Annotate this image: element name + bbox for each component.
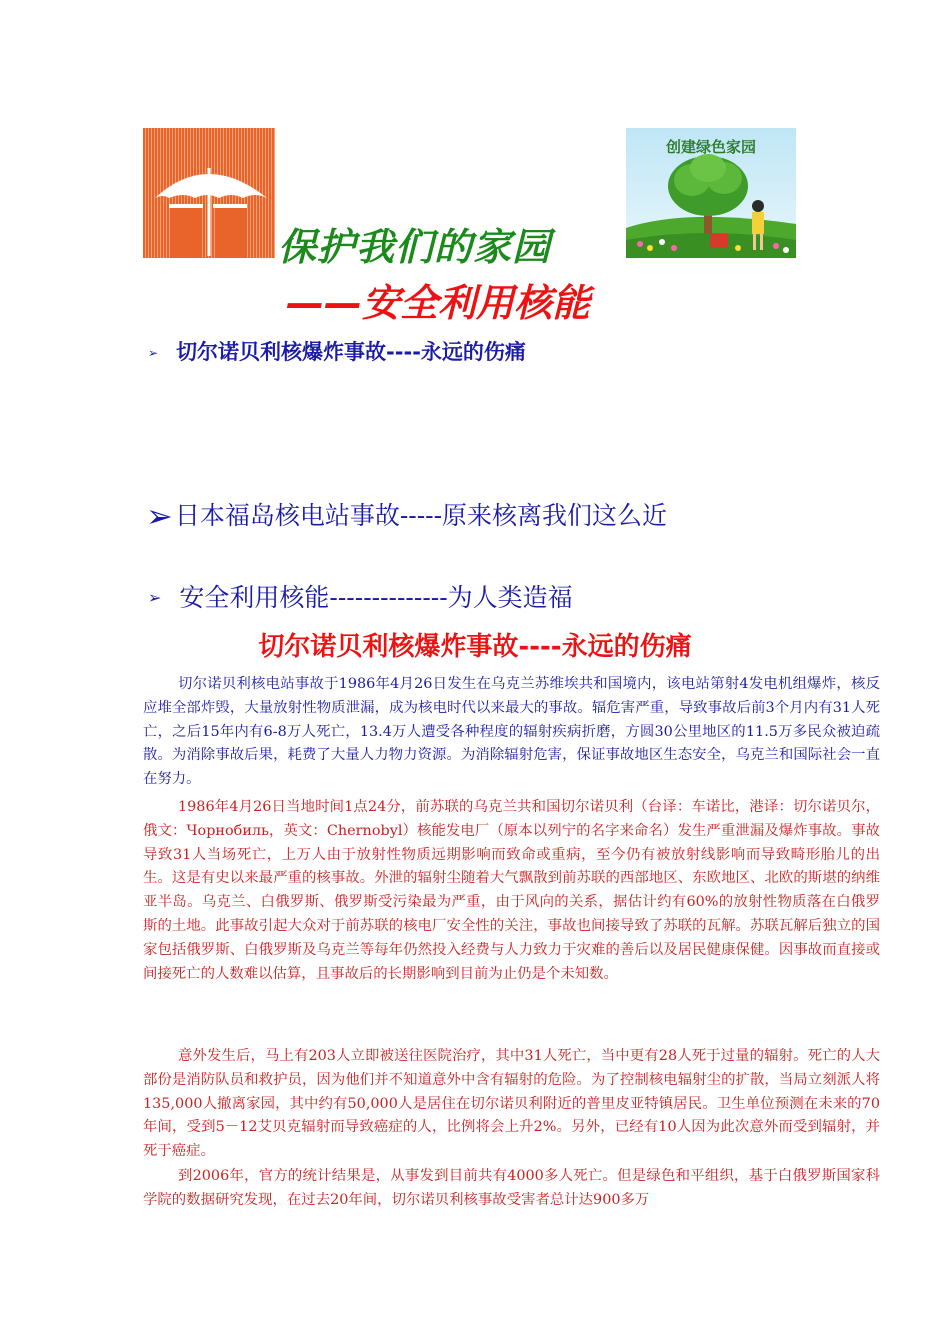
- umbrella-logo-icon: [143, 128, 275, 258]
- bullet-text: 安全利用核能--------------为人类造福: [179, 583, 573, 612]
- arrow-bullet-icon: ➢: [146, 497, 173, 535]
- garden-tree-image: [626, 128, 796, 258]
- paragraph: 意外发生后，马上有203人立即被送往医院治疗，其中31人死亡，当中更有28人死于过量的辐射。死亡的人大部份是消防队员和救护员，因为他们并不知道意外中含有辐射的危险。为了控制核电辐射尘的扩散，当局立刻派人将135,000人撤离家园，其中约有50,000人是居住在切尔诺贝利附近的普里皮亚特镇居民。卫生单位预测在未来的70年间，受到5－12艾贝克辐射而导致癌症的人，比例将会上升2%。另外，已经有10人因为此次意外而受到辐射，并死于癌症。: [143, 1048, 880, 1160]
- section-title: 切尔诺贝利核爆炸事故----永远的伤痛: [258, 632, 692, 662]
- paragraph: 1986年4月26日当地时间1点24分，前苏联的乌克兰共和国切尔诺贝利（台译：车诺比，港译：切尔诺贝尔，俄文：Чорнобиль，英文：Chernobyl）核能发电厂（原本以列宁的名字来命名）发生严重泄漏及爆炸事故。事故导致31人当场死亡，上万人由于放射性物质远期影响而致命或重病，至今仍有被放射线影响而导致畸形胎儿的出生。这是有史以来最严重的核事故。外泄的辐射尘随着大气飘散到前苏联的西部地区、东欧地区、北欧的斯堪的纳维亚半岛。乌克兰、白俄罗斯、俄罗斯受污染最为严重，由于风向的关系，据估计约有60%的放射性物质落在白俄罗斯的土地。此事故引起大众对于前苏联的核电厂安全性的关注，事故也间接导致了苏联的瓦解。苏联瓦解后独立的国家包括俄罗斯、白俄罗斯及乌克兰等每年仍然投入经费与人力致力于灾难的善后以及居民健康保健。因事故而直接或间接死亡的人数难以估算，且事故后的长期影响到目前为止仍是个未知数。: [143, 799, 880, 982]
- garden-image-text: 创建绿色家园: [665, 138, 757, 156]
- arrow-bullet-icon: ➢: [148, 346, 159, 360]
- paragraph: 到2006年，官方的统计结果是，从事发到目前共有4000多人死亡。但是绿色和平组织，基于白俄罗斯国家科学院的数据研究发现，在过去20年间，切尔诺贝利核事故受害者总计达900多万: [143, 1168, 880, 1208]
- bullet-safe-use: [148, 578, 573, 614]
- page-title: 保护我们的家园: [278, 225, 552, 269]
- arrow-bullet-icon: ➢: [148, 588, 162, 607]
- bullet-text: 日本福岛核电站事故-----原来核离我们这么近: [174, 501, 668, 530]
- bullet-chernobyl: [148, 336, 526, 366]
- page-subtitle: ——安全利用核能: [286, 281, 591, 325]
- bullet-fukushima: [146, 496, 667, 535]
- bullet-text: 切尔诺贝利核爆炸事故----永远的伤痛: [176, 340, 526, 364]
- paragraph: 切尔诺贝利核电站事故于1986年4月26日发生在乌克兰苏维埃共和国境内，该电站第射4发电机组爆炸，核反应堆全部炸毁，大量放射性物质泄漏，成为核电时代以来最大的事故。辐危害严重，导致事故后前3个月内有31人死亡，之后15年内有6-8万人死亡，13.4万人遭受各种程度的辐射疾病折磨，方圆30公里地区的11.5万多民众被迫疏散。为消除事故后果，耗费了大量人力物力资源。为消除辐射危害，保证事故地区生态安全，乌克兰和国际社会一直在努力。: [143, 676, 880, 788]
